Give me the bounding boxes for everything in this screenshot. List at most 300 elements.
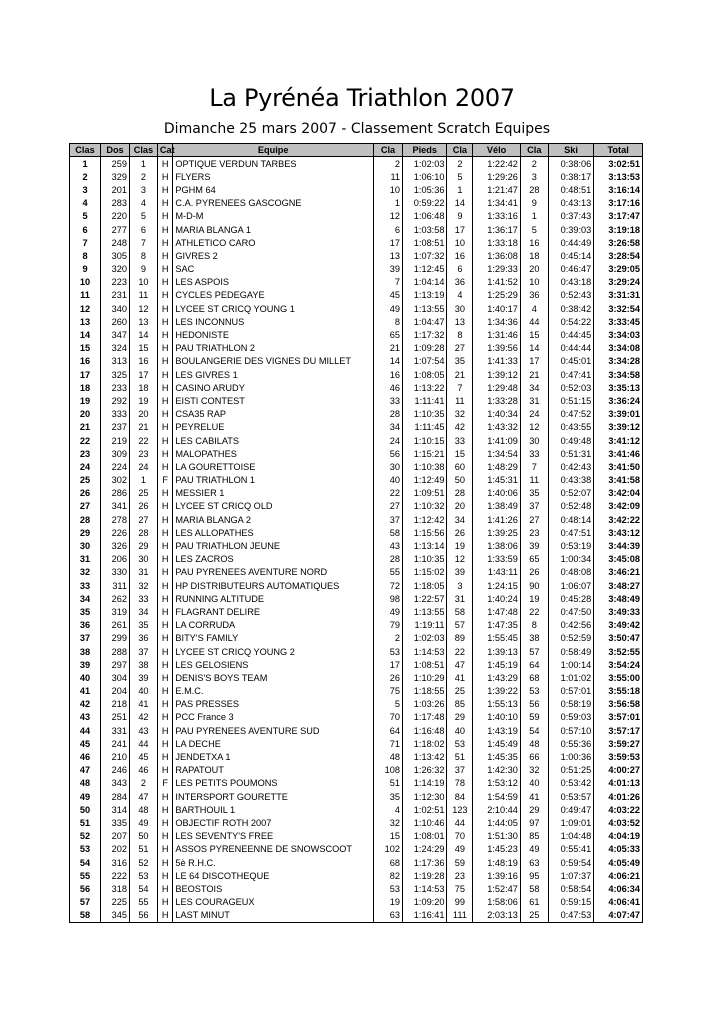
cell-bike-rank: 60: [447, 460, 473, 473]
cell-category: H: [157, 368, 173, 381]
cell-bib: 326: [101, 539, 130, 552]
cell-category-rank: 49: [129, 816, 157, 829]
cell-rank: 55: [70, 869, 101, 882]
cell-bike-time: 1:45:49: [473, 737, 521, 750]
cell-category-rank: 55: [129, 896, 157, 909]
cell-ski-rank: 4: [520, 302, 548, 315]
cell-run-time: 1:10:29: [402, 671, 446, 684]
cell-total-time: 4:07:47: [594, 909, 643, 923]
cell-run-rank: 2: [374, 157, 403, 171]
cell-category-rank: 45: [129, 750, 157, 763]
cell-ski-time: 0:45:28: [548, 592, 594, 605]
cell-total-time: 3:26:58: [594, 236, 643, 249]
table-row: [70, 355, 643, 368]
cell-ski-rank: 17: [520, 355, 548, 368]
cell-team: LES COURAGEUX: [173, 896, 374, 909]
cell-category: H: [157, 289, 173, 302]
cell-total-time: 3:42:04: [594, 487, 643, 500]
cell-category-rank: 23: [129, 447, 157, 460]
cell-rank: 6: [70, 223, 101, 236]
cell-category-rank: 8: [129, 249, 157, 262]
cell-ski-time: 0:57:10: [548, 724, 594, 737]
cell-ski-rank: 64: [520, 658, 548, 671]
cell-run-time: 1:10:32: [402, 500, 446, 513]
cell-ski-time: 0:52:07: [548, 487, 594, 500]
cell-category: H: [157, 592, 173, 605]
table-row: [70, 671, 643, 684]
cell-ski-rank: 12: [520, 421, 548, 434]
header-cat: Cat: [157, 144, 173, 157]
cell-rank: 34: [70, 592, 101, 605]
table-row: [70, 276, 643, 289]
cell-category: H: [157, 909, 173, 923]
cell-bib: 202: [101, 843, 130, 856]
table-row: [70, 487, 643, 500]
cell-total-time: 3:39:12: [594, 421, 643, 434]
cell-ski-time: 0:48:08: [548, 566, 594, 579]
cell-total-time: 3:31:31: [594, 289, 643, 302]
cell-rank: 17: [70, 368, 101, 381]
cell-category: H: [157, 157, 173, 171]
table-row: [70, 803, 643, 816]
cell-total-time: 3:13:53: [594, 170, 643, 183]
cell-bike-time: 1:54:59: [473, 790, 521, 803]
cell-total-time: 3:59:53: [594, 750, 643, 763]
cell-rank: 48: [70, 777, 101, 790]
cell-run-rank: 43: [374, 539, 403, 552]
cell-category: H: [157, 197, 173, 210]
table-row: [70, 157, 643, 171]
cell-bike-time: 1:53:12: [473, 777, 521, 790]
cell-rank: 19: [70, 394, 101, 407]
cell-rank: 1: [70, 157, 101, 171]
cell-category-rank: 1: [129, 474, 157, 487]
header-pieds: Pieds: [402, 144, 446, 157]
cell-total-time: 3:46:21: [594, 566, 643, 579]
cell-rank: 47: [70, 764, 101, 777]
cell-rank: 38: [70, 645, 101, 658]
cell-bib: 341: [101, 500, 130, 513]
header-clas-cat: Clas: [129, 144, 157, 157]
cell-bike-time: 1:45:23: [473, 843, 521, 856]
cell-category: H: [157, 856, 173, 869]
cell-bike-rank: 26: [447, 526, 473, 539]
cell-ski-time: 0:51:31: [548, 447, 594, 460]
cell-ski-time: 0:57:01: [548, 685, 594, 698]
cell-team: BOULANGERIE DES VIGNES DU MILLET: [173, 355, 374, 368]
table-row: [70, 183, 643, 196]
cell-category-rank: 40: [129, 685, 157, 698]
cell-run-rank: 27: [374, 500, 403, 513]
cell-team: CSA35 RAP: [173, 408, 374, 421]
table-row: [70, 236, 643, 249]
cell-run-rank: 53: [374, 882, 403, 895]
cell-bike-time: 1:34:41: [473, 197, 521, 210]
cell-total-time: 3:55:18: [594, 685, 643, 698]
cell-bike-time: 1:41:26: [473, 513, 521, 526]
cell-run-rank: 6: [374, 223, 403, 236]
cell-team: ASSOS PYRENEENNE DE SNOWSCOOT: [173, 843, 374, 856]
cell-bib: 222: [101, 869, 130, 882]
cell-run-time: 1:12:42: [402, 513, 446, 526]
cell-ski-time: 0:43:38: [548, 474, 594, 487]
cell-ski-time: 1:07:37: [548, 869, 594, 882]
cell-team: LE 64 DISCOTHEQUE: [173, 869, 374, 882]
table-row: [70, 737, 643, 750]
cell-category: H: [157, 632, 173, 645]
cell-run-rank: 5: [374, 698, 403, 711]
cell-bike-rank: 5: [447, 170, 473, 183]
cell-category: H: [157, 539, 173, 552]
cell-category-rank: 48: [129, 803, 157, 816]
cell-category: H: [157, 605, 173, 618]
cell-bike-rank: 31: [447, 592, 473, 605]
cell-bike-rank: 47: [447, 658, 473, 671]
cell-bib: 343: [101, 777, 130, 790]
cell-bib: 260: [101, 315, 130, 328]
header-cla-ski: Cla: [520, 144, 548, 157]
cell-ski-rank: 3: [520, 170, 548, 183]
cell-team: LES INCONNUS: [173, 315, 374, 328]
cell-total-time: 3:41:12: [594, 434, 643, 447]
cell-team: MALOPATHES: [173, 447, 374, 460]
cell-run-time: 1:17:32: [402, 328, 446, 341]
cell-ski-time: 0:38:42: [548, 302, 594, 315]
table-row: [70, 896, 643, 909]
cell-run-time: 1:14:19: [402, 777, 446, 790]
cell-category: F: [157, 777, 173, 790]
cell-bib: 286: [101, 487, 130, 500]
cell-category: H: [157, 210, 173, 223]
cell-category-rank: 28: [129, 526, 157, 539]
cell-total-time: 3:35:13: [594, 381, 643, 394]
cell-bike-rank: 17: [447, 223, 473, 236]
cell-rank: 5: [70, 210, 101, 223]
cell-total-time: 3:39:01: [594, 408, 643, 421]
cell-category: H: [157, 302, 173, 315]
cell-bib: 204: [101, 685, 130, 698]
cell-rank: 37: [70, 632, 101, 645]
cell-team: LAST MINUT: [173, 909, 374, 923]
cell-category: H: [157, 896, 173, 909]
cell-bib: 262: [101, 592, 130, 605]
cell-run-time: 1:18:55: [402, 685, 446, 698]
cell-total-time: 3:36:24: [594, 394, 643, 407]
table-row: [70, 328, 643, 341]
cell-run-rank: 98: [374, 592, 403, 605]
cell-category-rank: 6: [129, 223, 157, 236]
cell-category: H: [157, 408, 173, 421]
cell-rank: 54: [70, 856, 101, 869]
cell-category-rank: 36: [129, 632, 157, 645]
cell-run-time: 1:12:30: [402, 790, 446, 803]
cell-bike-time: 1:45:31: [473, 474, 521, 487]
cell-run-rank: 30: [374, 460, 403, 473]
header-dos: Dos: [101, 144, 130, 157]
cell-bike-time: 1:33:16: [473, 210, 521, 223]
cell-category: H: [157, 843, 173, 856]
cell-ski-time: 1:00:14: [548, 658, 594, 671]
cell-run-rank: 56: [374, 447, 403, 460]
cell-rank: 27: [70, 500, 101, 513]
cell-ski-rank: 37: [520, 500, 548, 513]
cell-run-time: 1:08:05: [402, 368, 446, 381]
cell-ski-rank: 26: [520, 566, 548, 579]
table-row: [70, 856, 643, 869]
cell-bike-rank: 2: [447, 157, 473, 171]
cell-run-rank: 22: [374, 487, 403, 500]
header-cla-pieds: Cla: [374, 144, 403, 157]
cell-bike-time: 1:38:49: [473, 500, 521, 513]
cell-team: PAS PRESSES: [173, 698, 374, 711]
table-row: [70, 592, 643, 605]
cell-run-time: 1:06:48: [402, 210, 446, 223]
cell-team: SAC: [173, 263, 374, 276]
cell-rank: 51: [70, 816, 101, 829]
cell-run-rank: 79: [374, 619, 403, 632]
cell-bike-time: 1:29:33: [473, 263, 521, 276]
cell-category-rank: 1: [129, 157, 157, 171]
cell-bike-time: 1:39:56: [473, 342, 521, 355]
cell-total-time: 3:54:24: [594, 658, 643, 671]
cell-ski-rank: 41: [520, 790, 548, 803]
cell-category-rank: 27: [129, 513, 157, 526]
cell-category-rank: 31: [129, 566, 157, 579]
cell-run-time: 1:08:51: [402, 658, 446, 671]
cell-bike-rank: 3: [447, 579, 473, 592]
cell-total-time: 4:03:22: [594, 803, 643, 816]
cell-category: H: [157, 711, 173, 724]
cell-bib: 299: [101, 632, 130, 645]
table-row: [70, 777, 643, 790]
cell-total-time: 4:05:49: [594, 856, 643, 869]
cell-run-time: 1:05:36: [402, 183, 446, 196]
cell-rank: 30: [70, 539, 101, 552]
cell-category: H: [157, 223, 173, 236]
cell-ski-rank: 59: [520, 711, 548, 724]
cell-run-rank: 49: [374, 605, 403, 618]
cell-category: H: [157, 790, 173, 803]
cell-run-rank: 13: [374, 249, 403, 262]
cell-bib: 319: [101, 605, 130, 618]
cell-team: LES CABILATS: [173, 434, 374, 447]
cell-category-rank: 3: [129, 183, 157, 196]
table-row: [70, 526, 643, 539]
cell-bike-time: 1:48:29: [473, 460, 521, 473]
cell-bike-rank: 25: [447, 685, 473, 698]
cell-bib: 314: [101, 803, 130, 816]
cell-bike-time: 1:43:32: [473, 421, 521, 434]
cell-category-rank: 56: [129, 909, 157, 923]
cell-bike-time: 1:43:19: [473, 724, 521, 737]
table-row: [70, 830, 643, 843]
cell-rank: 46: [70, 750, 101, 763]
cell-run-time: 1:22:57: [402, 592, 446, 605]
cell-category: H: [157, 882, 173, 895]
cell-bike-rank: 32: [447, 408, 473, 421]
cell-bike-time: 1:41:52: [473, 276, 521, 289]
cell-team: BITY'S FAMILY: [173, 632, 374, 645]
cell-category-rank: 21: [129, 421, 157, 434]
cell-bike-rank: 42: [447, 421, 473, 434]
cell-total-time: 3:49:33: [594, 605, 643, 618]
table-row: [70, 394, 643, 407]
cell-ski-rank: 36: [520, 289, 548, 302]
cell-team: PAU TRIATHLON JEUNE: [173, 539, 374, 552]
cell-category-rank: 33: [129, 592, 157, 605]
cell-ski-time: 0:52:59: [548, 632, 594, 645]
cell-ski-rank: 68: [520, 671, 548, 684]
cell-bib: 297: [101, 658, 130, 671]
cell-ski-time: 0:59:15: [548, 896, 594, 909]
cell-run-time: 1:26:32: [402, 764, 446, 777]
cell-ski-rank: 61: [520, 896, 548, 909]
cell-ski-rank: 49: [520, 843, 548, 856]
cell-category-rank: 7: [129, 236, 157, 249]
cell-category-rank: 54: [129, 882, 157, 895]
cell-bike-rank: 78: [447, 777, 473, 790]
cell-bike-rank: 57: [447, 619, 473, 632]
cell-category: H: [157, 526, 173, 539]
table-header-row: [70, 144, 643, 157]
cell-team: GIVRES 2: [173, 249, 374, 262]
table-row: [70, 460, 643, 473]
cell-run-time: 1:10:15: [402, 434, 446, 447]
cell-ski-rank: 11: [520, 474, 548, 487]
cell-category: H: [157, 658, 173, 671]
cell-bib: 261: [101, 619, 130, 632]
cell-ski-time: 1:00:34: [548, 553, 594, 566]
cell-category-rank: 11: [129, 289, 157, 302]
cell-ski-time: 0:39:03: [548, 223, 594, 236]
cell-bike-rank: 14: [447, 197, 473, 210]
cell-ski-time: 0:47:41: [548, 368, 594, 381]
cell-ski-rank: 16: [520, 236, 548, 249]
cell-team: EISTI CONTEST: [173, 394, 374, 407]
results-table: [69, 143, 643, 923]
cell-run-rank: 33: [374, 394, 403, 407]
cell-bike-rank: 19: [447, 539, 473, 552]
cell-total-time: 4:03:52: [594, 816, 643, 829]
cell-category: H: [157, 685, 173, 698]
cell-bib: 210: [101, 750, 130, 763]
cell-team: OPTIQUE VERDUN TARBES: [173, 157, 374, 171]
cell-run-rank: 1: [374, 197, 403, 210]
cell-rank: 41: [70, 685, 101, 698]
cell-run-rank: 49: [374, 302, 403, 315]
cell-rank: 39: [70, 658, 101, 671]
cell-ski-rank: 44: [520, 315, 548, 328]
cell-bike-rank: 20: [447, 500, 473, 513]
cell-rank: 11: [70, 289, 101, 302]
cell-bib: 309: [101, 447, 130, 460]
table-row: [70, 447, 643, 460]
cell-rank: 40: [70, 671, 101, 684]
cell-bib: 248: [101, 236, 130, 249]
cell-run-time: 1:04:14: [402, 276, 446, 289]
cell-run-time: 1:15:21: [402, 447, 446, 460]
table-row: [70, 632, 643, 645]
cell-run-time: 1:14:53: [402, 645, 446, 658]
cell-ski-time: 1:04:48: [548, 830, 594, 843]
cell-ski-time: 0:59:54: [548, 856, 594, 869]
cell-bike-time: 1:40:06: [473, 487, 521, 500]
cell-run-time: 1:18:02: [402, 737, 446, 750]
cell-bike-rank: 16: [447, 249, 473, 262]
cell-bike-rank: 27: [447, 342, 473, 355]
cell-category-rank: 22: [129, 434, 157, 447]
cell-team: E.M.C.: [173, 685, 374, 698]
cell-total-time: 3:44:39: [594, 539, 643, 552]
cell-total-time: 3:55:00: [594, 671, 643, 684]
table-row: [70, 513, 643, 526]
cell-run-rank: 16: [374, 368, 403, 381]
cell-bib: 220: [101, 210, 130, 223]
cell-rank: 16: [70, 355, 101, 368]
cell-ski-time: 0:43:55: [548, 421, 594, 434]
cell-run-rank: 15: [374, 830, 403, 843]
cell-total-time: 3:48:49: [594, 592, 643, 605]
cell-category-rank: 30: [129, 553, 157, 566]
cell-ski-time: 0:47:50: [548, 605, 594, 618]
table-row: [70, 474, 643, 487]
cell-rank: 29: [70, 526, 101, 539]
cell-bike-time: 1:45:19: [473, 658, 521, 671]
cell-run-rank: 8: [374, 315, 403, 328]
cell-rank: 2: [70, 170, 101, 183]
cell-total-time: 3:48:27: [594, 579, 643, 592]
cell-run-rank: 2: [374, 632, 403, 645]
cell-bike-time: 1:55:45: [473, 632, 521, 645]
cell-run-rank: 108: [374, 764, 403, 777]
cell-team: LES ALLOPATHES: [173, 526, 374, 539]
cell-ski-time: 1:06:07: [548, 579, 594, 592]
cell-bike-time: 1:58:06: [473, 896, 521, 909]
cell-bib: 288: [101, 645, 130, 658]
cell-bib: 324: [101, 342, 130, 355]
cell-ski-time: 0:42:43: [548, 460, 594, 473]
cell-bike-time: 1:39:13: [473, 645, 521, 658]
table-row: [70, 263, 643, 276]
cell-run-time: 1:08:51: [402, 236, 446, 249]
cell-total-time: 3:41:58: [594, 474, 643, 487]
cell-ski-rank: 24: [520, 408, 548, 421]
cell-category-rank: 43: [129, 724, 157, 737]
cell-run-rank: 26: [374, 671, 403, 684]
cell-run-time: 1:15:56: [402, 526, 446, 539]
cell-bike-time: 1:41:09: [473, 434, 521, 447]
cell-ski-time: 0:42:56: [548, 619, 594, 632]
cell-rank: 58: [70, 909, 101, 923]
cell-rank: 23: [70, 447, 101, 460]
cell-bike-time: 1:51:30: [473, 830, 521, 843]
cell-category: H: [157, 869, 173, 882]
cell-category-rank: 10: [129, 276, 157, 289]
cell-bike-time: 1:52:47: [473, 882, 521, 895]
cell-bike-time: 2:10:44: [473, 803, 521, 816]
cell-bib: 223: [101, 276, 130, 289]
cell-ski-rank: 20: [520, 263, 548, 276]
cell-ski-time: 0:47:53: [548, 909, 594, 923]
cell-ski-rank: 63: [520, 856, 548, 869]
cell-bike-time: 1:33:18: [473, 236, 521, 249]
cell-bib: 302: [101, 474, 130, 487]
cell-bib: 224: [101, 460, 130, 473]
cell-rank: 49: [70, 790, 101, 803]
table-row: [70, 645, 643, 658]
table-row: [70, 790, 643, 803]
cell-ski-rank: 66: [520, 750, 548, 763]
